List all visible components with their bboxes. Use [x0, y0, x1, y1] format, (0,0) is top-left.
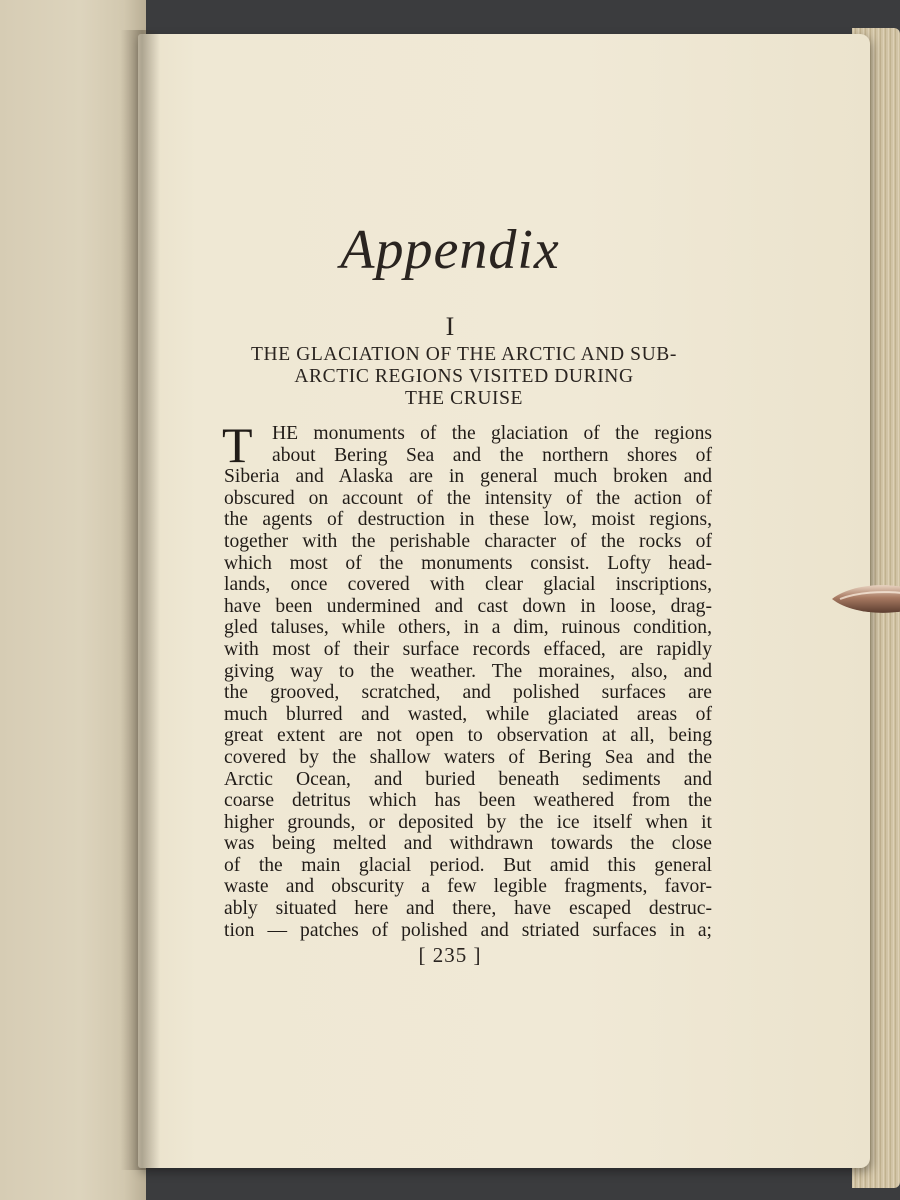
text-line: great extent are not open to observation at all, being — [224, 725, 712, 747]
appendix-title: Appendix — [340, 219, 560, 281]
text-line: covered by the shallow waters of Bering Sea and the — [224, 746, 712, 768]
text-line: coarse detritus which has been weathered from the — [224, 790, 712, 812]
text-line: Arctic Ocean, and buried beneath sediments and — [224, 768, 712, 790]
metal-bookmark-icon — [830, 583, 900, 615]
chapter-title-line: THE CRUISE — [404, 388, 524, 409]
text-line: higher grounds, or deposited by the ice itself when it — [224, 811, 712, 833]
text-line: HE monuments of the glaciation of the regions — [272, 423, 712, 444]
chapter-title-line: ARCTIC REGIONS VISITED DURING — [294, 366, 634, 387]
text-line: gled taluses, while others, in a dim, ruinous condition, — [224, 617, 712, 639]
text-line: together with the perishable character of the rocks of — [224, 530, 712, 552]
text-line: with most of their surface records effaced, are rapidly — [224, 638, 712, 660]
text-line: the grooved, scratched, and polished surfaces are — [224, 682, 712, 704]
chapter-title — [210, 344, 718, 410]
page-number: [ 235 ] — [418, 943, 482, 967]
text-line: tion — patches of polished and striated surfaces in a; — [224, 919, 712, 941]
chapter-numeral: I — [445, 312, 455, 341]
body-paragraph — [222, 417, 712, 941]
text-line: of the main glacial period. But amid this general — [224, 854, 712, 876]
text-line: waste and obscurity a few legible fragments, favor- — [224, 876, 712, 898]
text-line: giving way to the weather. The moraines, also, and — [224, 660, 712, 682]
gutter-shadow — [120, 30, 160, 1170]
chapter-title-line: THE GLACIATION OF THE ARCTIC AND SUB- — [251, 344, 677, 365]
text-line: the agents of destruction in these low, moist regions, — [224, 509, 712, 531]
text-line: was being melted and withdrawn towards the close — [224, 833, 712, 855]
text-line: about Bering Sea and the northern shores of — [272, 444, 712, 466]
text-line: ably situated here and there, have escaped destruc- — [224, 898, 712, 920]
text-line: Siberia and Alaska are in general much broken and — [224, 466, 712, 488]
text-line: lands, once covered with clear glacial inscriptions, — [224, 574, 712, 596]
drop-cap: T — [222, 417, 253, 473]
text-line: which most of the monuments consist. Lofty head- — [224, 552, 712, 574]
text-line: have been undermined and cast down in loose, drag- — [224, 595, 712, 617]
text-line: much blurred and wasted, while glaciated areas of — [224, 703, 712, 725]
text-line: obscured on account of the intensity of the action of — [224, 487, 712, 509]
